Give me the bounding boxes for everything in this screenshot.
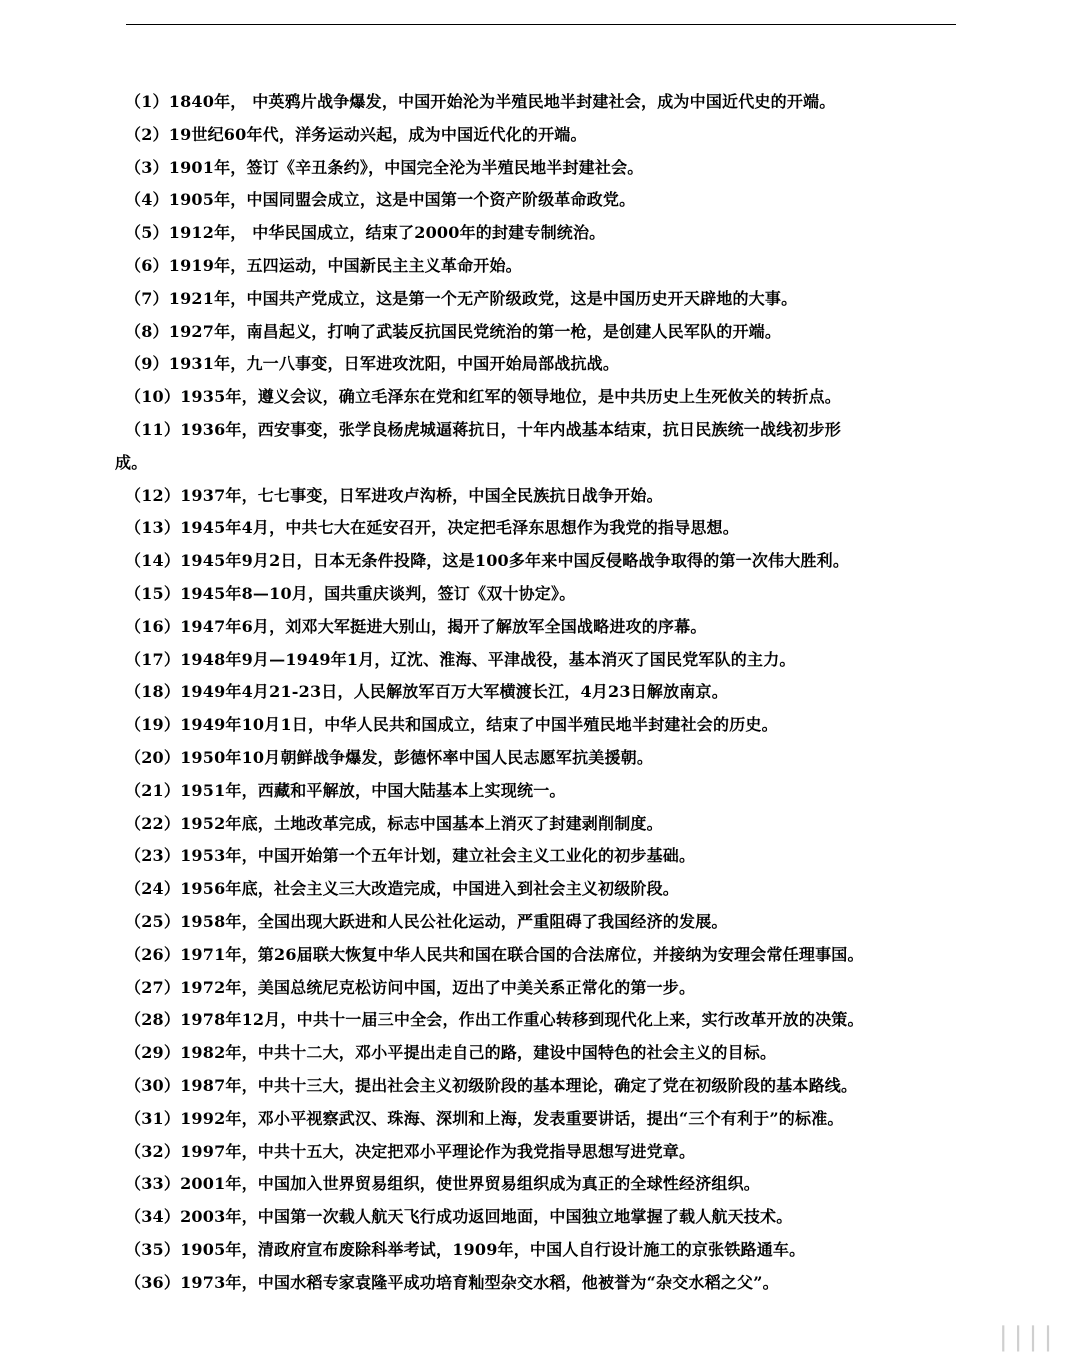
list-item: （12）1937年，七七事变，日军进攻卢沟桥，中国全民族抗日战争开始。 [125,485,663,505]
list-item: （6）1919年，五四运动，中国新民主主义革命开始。 [125,255,522,275]
list-item: （21）1951年，西藏和平解放，中国大陆基本上实现统一。 [125,780,566,800]
list-item: （23）1953年，中国开始第一个五年计划，建立社会主义工业化的初步基础。 [125,846,696,866]
list-item: （36）1973年，中国水稻专家袁隆平成功培育籼型杂交水稻，他被誉为“杂交水稻之父”。 [125,1272,779,1292]
list-item: （26）1971年，第26届联大恢复中华人民共和国在联合国的合法席位，并接纳为安理会常任理事国。 [125,944,864,964]
list-item: （18）1949年4月21-23日，人民解放军百万大军横渡长江，4月23日解放南京。 [125,682,728,702]
continuation-text: 成。 [115,452,148,472]
list-item: （11）1936年，西安事变，张学良杨虎城逼蒋抗日，十年内战基本结束，抗日民族统一战线初步形 [125,419,841,439]
list-item: （14）1945年9月2日，日本无条件投降，这是100多年来中国反侵略战争取得的第一次伟大胜利。 [125,551,850,571]
list-item: （13）1945年4月，中共七大在延安召开，决定把毛泽东思想作为我党的指导思想。 [125,518,739,538]
list-item: （28）1978年12月，中共十一届三中全会，作出工作重心转移到现代化上来，实行改革开放的决策。 [125,1010,864,1030]
list-item: （35）1905年，清政府宣布废除科举考试，1909年，中国人自行设计施工的京张铁路通车。 [125,1239,806,1259]
list-item: （3）1901年，签订《辛丑条约》，中国完全沦为半殖民地半封建社会。 [125,157,644,177]
list-item: （30）1987年，中共十三大，提出社会主义初级阶段的基本理论，确定了党在初级阶段的基本路线。 [125,1075,858,1095]
list-item: （25）1958年，全国出现大跃进和人民公社化运动，严重阻碍了我国经济的发展。 [125,911,728,931]
list-item: （8）1927年，南昌起义，打响了武装反抗国民党统治的第一枪，是创建人民军队的开端。 [125,321,782,341]
list-item: （10）1935年，遵义会议，确立毛泽东在党和红军的领导地位，是中共历史上生死攸关的转折点。 [125,387,841,407]
list-item: （1）1840年， 中英鸦片战争爆发，中国开始沦为半殖民地半封建社会，成为中国近代史的开端。 [125,92,836,111]
list-item: （7）1921年，中国共产党成立，这是第一个无产阶级政党，这是中国历史开天辟地的大事。 [125,288,798,308]
list-item: （24）1956年底，社会主义三大改造完成，中国进入到社会主义初级阶段。 [125,879,679,899]
list-item: （9）1931年，九一八事变，日军进攻沈阳，中国开始局部战抗战。 [125,354,620,374]
list-item: （16）1947年6月，刘邓大军挺进大别山，揭开了解放军全国战略进攻的序幕。 [125,616,707,636]
watermark-graphic: ▏▏▏▏ [1002,1327,1062,1352]
list-item: （5）1912年， 中华民国成立，结束了2000年的封建专制统治。 [125,223,606,243]
list-item: （15）1945年8—10月，国共重庆谈判，签订《双十协定》。 [125,583,576,603]
header-rule [126,24,956,25]
timeline-list [115,86,955,1299]
list-item: （27）1972年，美国总统尼克松访问中国，迈出了中美关系正常化的第一步。 [125,977,696,997]
list-item: （29）1982年，中共十二大，邓小平提出走自己的路，建设中国特色的社会主义的目标。 [125,1043,777,1063]
list-item: （32）1997年，中共十五大，决定把邓小平理论作为我党指导思想写进党章。 [125,1141,696,1161]
list-item: （4）1905年，中国同盟会成立，这是中国第一个资产阶级革命政党。 [125,190,636,210]
list-item: （17）1948年9月—1949年1月，辽沈、淮海、平津战役，基本消灭了国民党军队的主力。 [125,649,796,669]
list-item: （19）1949年10月1日，中华人民共和国成立，结束了中国半殖民地半封建社会的历史。 [125,715,778,735]
list-item: （22）1952年底，土地改革完成，标志中国基本上消灭了封建剥削制度。 [125,813,663,833]
list-item: （20）1950年10月朝鲜战争爆发，彭德怀率中国人民志愿军抗美援朝。 [125,747,654,767]
list-item: （33）2001年，中国加入世界贸易组织，使世界贸易组织成为真正的全球性经济组织。 [125,1174,760,1194]
list-item: （2）19世纪60年代，洋务运动兴起，成为中国近代化的开端。 [125,124,587,144]
list-item-continuation [115,447,955,480]
list-item: （34）2003年，中国第一次载人航天飞行成功返回地面，中国独立地掌握了载人航天技术。 [125,1207,793,1227]
list-item: （31）1992年，邓小平视察武汉、珠海、深圳和上海，发表重要讲话，提出“三个有利于”的标准。 [125,1108,844,1128]
